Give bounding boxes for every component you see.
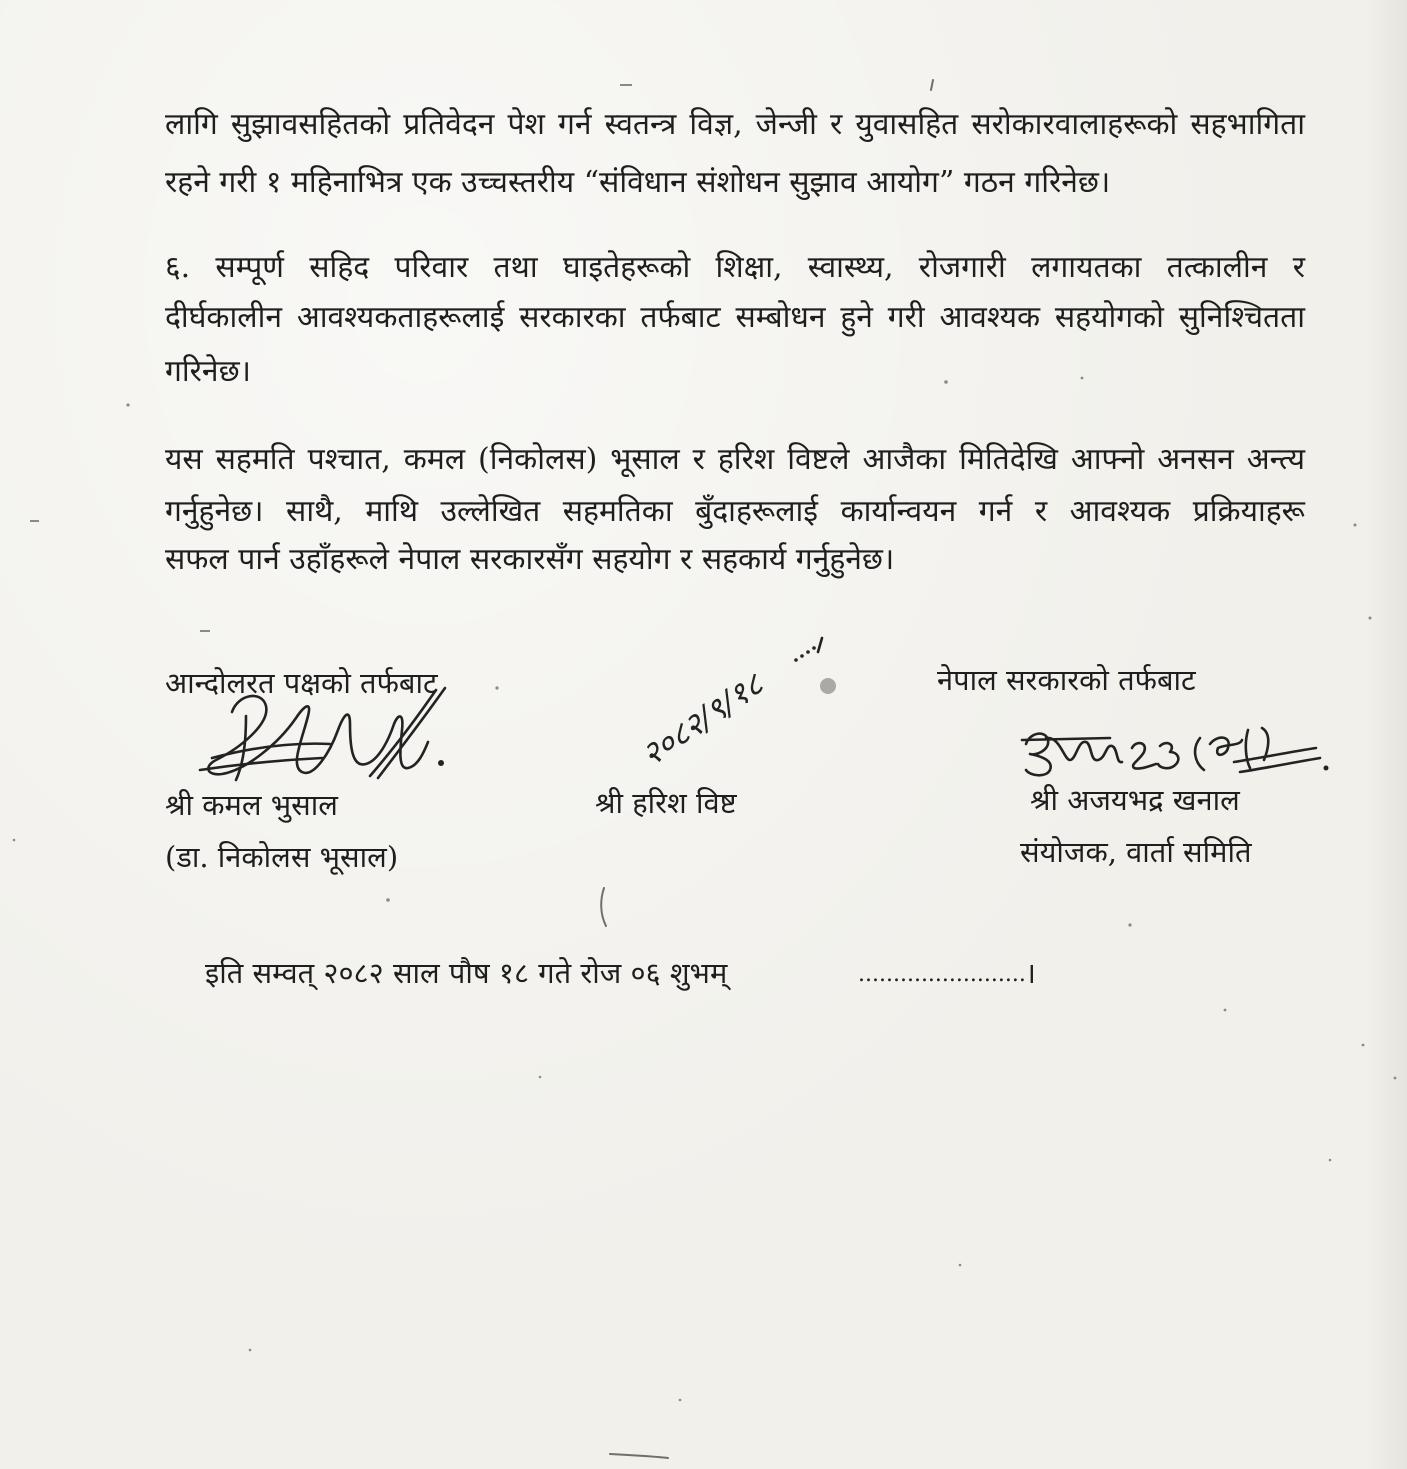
paragraph-line: रहने गरी १ महिनाभित्र एक उच्चस्तरीय “संविधान संशोधन सुझाव आयोग” गठन गरिनेछ। [165,165,1111,200]
handwritten-date: २०८२/९/१८ [634,665,771,774]
signatory-name: श्री हरिश विष्ट [595,786,737,820]
paragraph-line: यस सहमति पश्चात, कमल (निकोलस) भूसाल र हरिश विष्टले आजैका मितिदेखि आफ्नो अनसन अन्त्य [165,442,1305,477]
paragraph-line: ६. सम्पूर्ण सहिद परिवार तथा घाइतेहरूको शिक्षा, स्वास्थ्य, रोजगारी लगायतका तत्कालीन र [165,250,1305,285]
paragraph-line: गर्नुहुनेछ। साथै, माथि उल्लेखित सहमतिका बुँदाहरूलाई कार्यान्वयन गर्न र आवश्यक प्रक्रियाहरू [165,494,1305,529]
paragraph-line: दीर्घकालीन आवश्यकताहरूलाई सरकारका तर्फबाट सम्बोधन हुने गरी आवश्यक सहयोगको सुनिश्चितता [165,300,1305,335]
signatory-title: संयोजक, वार्ता समिति [1020,835,1252,869]
signatory-heading: नेपाल सरकारको तर्फबाट [937,663,1196,697]
signatory-heading: आन्दोलरत पक्षको तर्फबाट [165,666,438,700]
paragraph-line: गरिनेछ। [165,354,251,389]
signatory-name: श्री अजयभद्र खनाल [1030,783,1240,817]
paragraph-line: सफल पार्न उहाँहरूले नेपाल सरकारसँग सहयोग र सहकार्य गर्नुहुनेछ। [165,542,895,577]
signatory-name: श्री कमल भुसाल [165,788,338,822]
signatory-alt-name: (डा. निकोलस भूसाल) [165,840,399,874]
closing-text: इति सम्वत् २०८२ साल पौष १८ गते रोज ०६ शुभम् [205,956,728,990]
closing-end-mark: । [1025,956,1036,990]
paragraph-line: लागि सुझावसहितको प्रतिवेदन पेश गर्न स्वतन्त्र विज्ञ, जेन्जी र युवासहित सरोकारवालाहरूको सहभागिता [165,107,1305,142]
closing-blank: ........................ [858,962,1026,987]
